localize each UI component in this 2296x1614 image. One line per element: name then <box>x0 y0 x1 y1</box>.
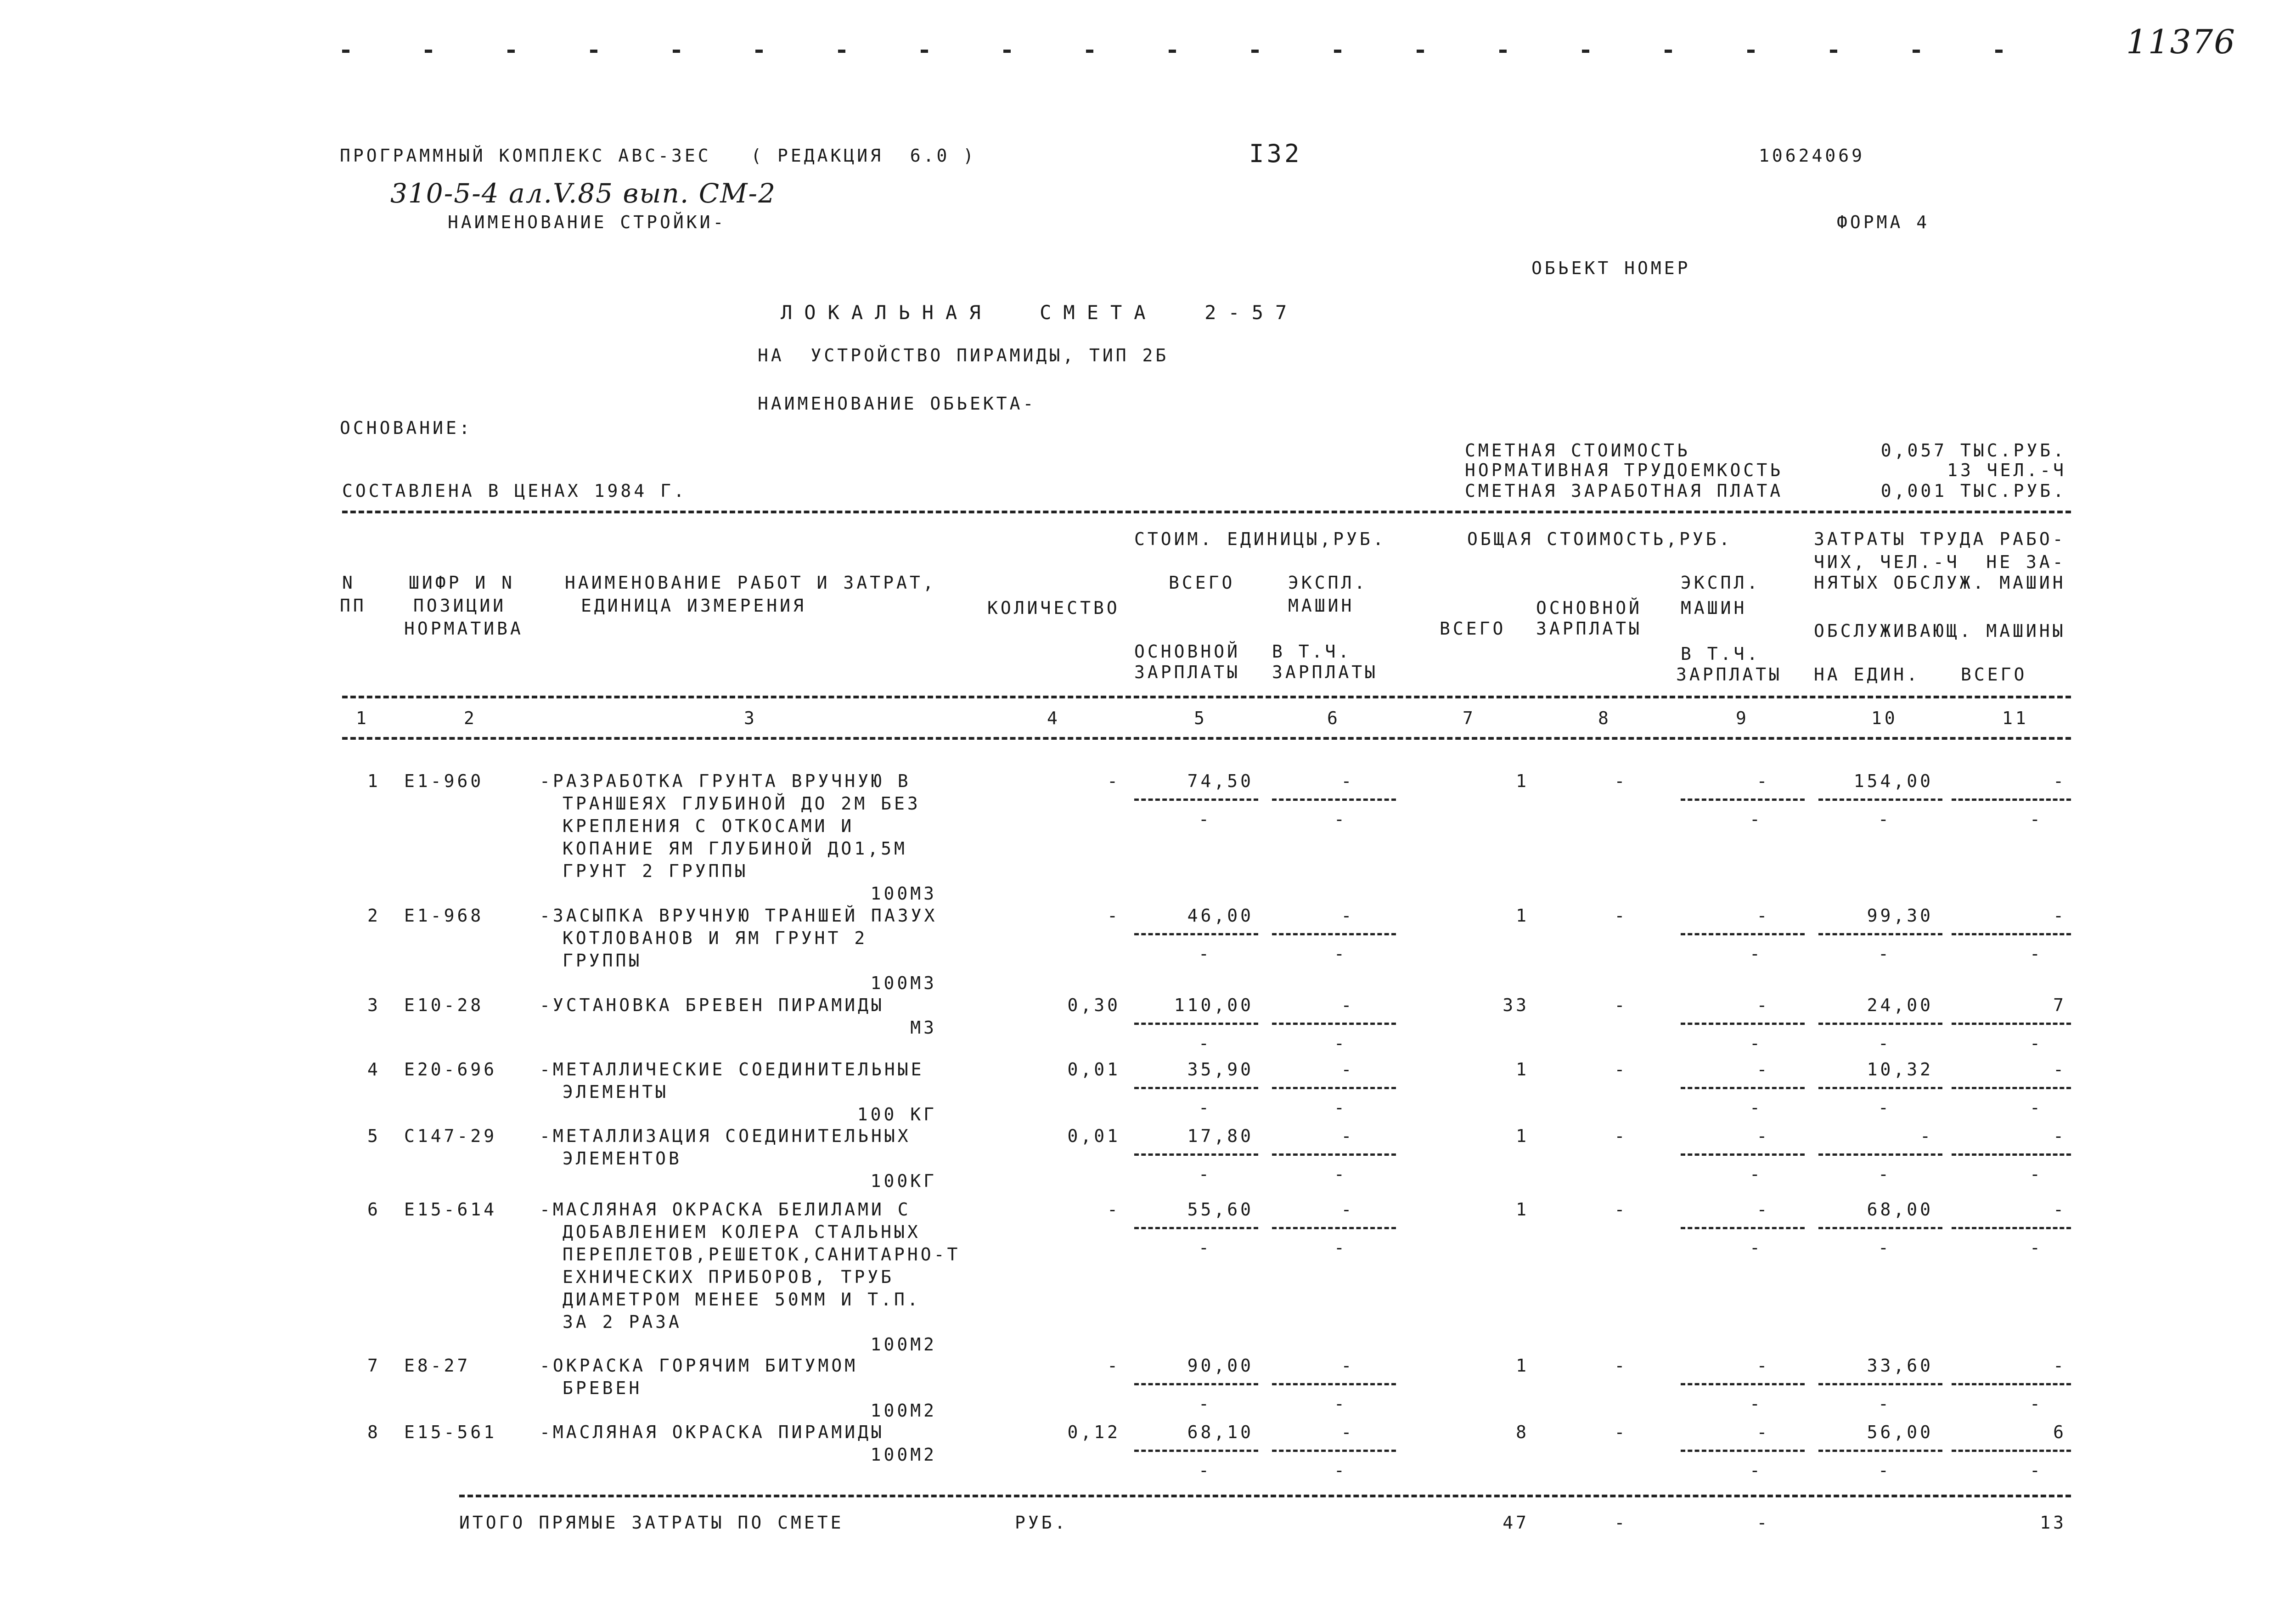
row-name-line: -МЕТАЛЛИЧЕСКИЕ СОЕДИНИТЕЛЬНЫЕ <box>540 1059 924 1080</box>
row-unit: 100М3 <box>870 973 937 993</box>
summary-value: 13 ЧЕЛ.-Ч <box>1947 460 2066 480</box>
row-name-line: ЭЛЕМЕНТОВ <box>563 1148 682 1169</box>
row-number: 3 <box>367 995 381 1015</box>
row-name-line: ГРУППЫ <box>563 950 642 971</box>
page-number: I32 <box>1249 139 1302 168</box>
total-exploit-head2: МАШИН <box>1681 598 1747 618</box>
row-sub-labor-total: - <box>2030 1460 2043 1480</box>
col2-line1: ШИФР И N <box>409 573 515 593</box>
total-all-head: ВСЕГО <box>1440 619 1506 639</box>
table-rule <box>342 511 2071 513</box>
row-total-exploit: - <box>1756 1355 1770 1376</box>
row-sub-labor-total: - <box>2030 1164 2043 1184</box>
doc-code: 10624069 <box>1759 146 1865 166</box>
row-sub-labor: - <box>1878 1460 1891 1480</box>
labor-head3: НЯТЫХ ОБСЛУЖ. МАШИН <box>1814 573 2066 593</box>
row-sub-wages: - <box>1199 1033 1212 1053</box>
perforation-mark <box>1169 50 1176 53</box>
total-wages-head: ОСНОВНОЙ <box>1536 598 1643 618</box>
row-total-wages: - <box>1614 995 1628 1015</box>
row-total-wages: - <box>1614 771 1628 791</box>
row-unit: 100М3 <box>870 883 937 904</box>
row-sub-labor: - <box>1878 1097 1891 1118</box>
column-number: 6 <box>1327 708 1340 728</box>
subtotal-rule <box>1818 933 1942 935</box>
row-code: С147-29 <box>404 1126 497 1146</box>
unit-cost-head: СТОИМ. ЕДИНИЦЫ,РУБ. <box>1134 529 1386 549</box>
perforation-mark <box>755 50 763 53</box>
column-number: 5 <box>1194 708 1207 728</box>
row-total-exploit: - <box>1756 1199 1770 1220</box>
column-number: 7 <box>1463 708 1476 728</box>
row-sub-labor-total: - <box>2030 1237 2043 1258</box>
row-sub-labor: - <box>1878 1237 1891 1258</box>
row-number: 8 <box>367 1422 381 1442</box>
subtotal-rule <box>1272 1450 1396 1452</box>
row-code: Е10-28 <box>404 995 484 1015</box>
perforation-mark <box>1665 50 1672 53</box>
form-label: ФОРМА 4 <box>1837 212 1930 232</box>
row-sub-incl: - <box>1334 1097 1347 1118</box>
row-name-line: БРЕВЕН <box>563 1378 642 1398</box>
row-sub-labor-total: - <box>2030 1097 2043 1118</box>
row-total-exploit: - <box>1756 1126 1770 1146</box>
subtotal-rule <box>1681 1153 1805 1156</box>
subtotal-rule <box>1952 1383 2071 1385</box>
column-number: 10 <box>1871 708 1898 728</box>
column-number: 1 <box>356 708 369 728</box>
row-labor-unit: - <box>1920 1126 1933 1146</box>
row-unit: 100М2 <box>870 1445 937 1465</box>
labor-sub-head: ОБСЛУЖИВАЮЩ. МАШИНЫ <box>1814 621 2066 641</box>
row-number: 4 <box>367 1059 381 1080</box>
row-labor-total: - <box>2053 905 2066 926</box>
unit-wages-head2: ЗАРПЛАТЫ <box>1134 662 1241 682</box>
row-total: 1 <box>1516 1199 1529 1220</box>
row-number: 1 <box>367 771 381 791</box>
basis-label: ОСНОВАНИЕ: <box>340 418 473 438</box>
row-total: 1 <box>1516 905 1529 926</box>
perforation-mark <box>1830 50 1837 53</box>
unit-incl-head: В Т.Ч. <box>1272 641 1352 662</box>
subtotal-rule <box>1952 799 2071 801</box>
row-unit: 100КГ <box>870 1171 937 1191</box>
total-col7: 47 <box>1503 1513 1529 1533</box>
row-unit-exploit: - <box>1341 1199 1355 1220</box>
row-sub-wages: - <box>1199 1460 1212 1480</box>
row-total: 1 <box>1516 771 1529 791</box>
perforation-mark <box>1334 50 1341 53</box>
row-unit-exploit: - <box>1341 771 1355 791</box>
subtotal-rule <box>1681 1227 1805 1229</box>
perforation-mark <box>507 50 515 53</box>
row-total-exploit: - <box>1756 1422 1770 1442</box>
row-name-line: -МАСЛЯНАЯ ОКРАСКА БЕЛИЛАМИ С <box>540 1199 911 1220</box>
row-sub-incl-total: - <box>1750 1164 1763 1184</box>
row-labor-total: 6 <box>2053 1422 2066 1442</box>
subtotal-rule <box>1952 1023 2071 1025</box>
perforation-mark <box>1747 50 1755 53</box>
total-exploit-head: ЭКСПЛ. <box>1681 573 1761 593</box>
row-name-line: ЗА 2 РАЗА <box>563 1312 682 1332</box>
row-total-exploit: - <box>1756 905 1770 926</box>
row-qty: 0,30 <box>1067 995 1120 1015</box>
labor-head2: ЧИХ, ЧЕЛ.-Ч НЕ ЗА- <box>1814 552 2066 572</box>
object-name-label: НАИМЕНОВАНИЕ ОБЬЕКТА- <box>758 394 1036 414</box>
row-labor-total: - <box>2053 1126 2066 1146</box>
subtotal-rule <box>1272 1023 1396 1025</box>
total-incl-head2: ЗАРПЛАТЫ <box>1676 664 1783 685</box>
row-sub-labor: - <box>1878 1164 1891 1184</box>
row-total-exploit: - <box>1756 1059 1770 1080</box>
subtotal-rule <box>1681 933 1805 935</box>
row-labor-total: - <box>2053 1059 2066 1080</box>
row-labor-unit: 56,00 <box>1867 1422 1933 1442</box>
row-name-line: КОТЛОВАНОВ И ЯМ ГРУНТ 2 <box>563 928 868 948</box>
row-sub-labor-total: - <box>2030 1394 2043 1414</box>
row-unit-exploit: - <box>1341 905 1355 926</box>
row-labor-unit: 33,60 <box>1867 1355 1933 1376</box>
handwritten-ref: 310-5-4 ал.V.85 вып. СМ-2 <box>390 178 776 209</box>
perforation-mark <box>673 50 680 53</box>
row-qty: 0,01 <box>1067 1126 1120 1146</box>
row-sub-labor: - <box>1878 1033 1891 1053</box>
row-name-line: -ЗАСЫПКА ВРУЧНУЮ ТРАНШЕЙ ПАЗУХ <box>540 905 938 926</box>
row-unit: 100 КГ <box>857 1104 937 1125</box>
subtotal-rule <box>1272 1153 1396 1156</box>
row-total-wages: - <box>1614 1422 1628 1442</box>
row-labor-unit: 99,30 <box>1867 905 1933 926</box>
row-code: Е15-561 <box>404 1422 497 1442</box>
row-number: 6 <box>367 1199 381 1220</box>
labor-unit-head: НА ЕДИН. <box>1814 664 1920 685</box>
row-qty: - <box>1107 771 1120 791</box>
row-unit: 100М2 <box>870 1400 937 1421</box>
row-code: Е1-968 <box>404 905 484 926</box>
row-sub-labor: - <box>1878 809 1891 829</box>
row-name-line: -УСТАНОВКА БРЕВЕН ПИРАМИДЫ <box>540 995 884 1015</box>
row-qty: - <box>1107 905 1120 926</box>
row-total-wages: - <box>1614 1126 1628 1146</box>
row-sub-labor: - <box>1878 1394 1891 1414</box>
subtotal-rule <box>1952 1087 2071 1089</box>
estimate-subject: НА УСТРОЙСТВО ПИРАМИДЫ, ТИП 2Б <box>758 345 1169 366</box>
row-unit-cost: 17,80 <box>1187 1126 1254 1146</box>
subtotal-rule <box>1952 1227 2071 1229</box>
summary-value: 0,001 ТЫС.РУБ. <box>1880 481 2066 501</box>
perforation-mark <box>590 50 597 53</box>
row-unit-cost: 110,00 <box>1174 995 1254 1015</box>
column-number: 11 <box>2002 708 2029 728</box>
row-labor-total: - <box>2053 1355 2066 1376</box>
subtotal-rule <box>1681 1383 1805 1385</box>
row-unit-exploit: - <box>1341 995 1355 1015</box>
subtotal-rule <box>1134 933 1258 935</box>
row-sub-incl: - <box>1334 1237 1347 1258</box>
row-labor-total: - <box>2053 1199 2066 1220</box>
estimate-title: ЛОКАЛЬНАЯ СМЕТА 2-57 <box>781 301 1299 324</box>
total-col11: 13 <box>2040 1513 2066 1533</box>
row-sub-wages: - <box>1199 1394 1212 1414</box>
row-total-wages: - <box>1614 1059 1628 1080</box>
row-unit-cost: 55,60 <box>1187 1199 1254 1220</box>
perforation-mark <box>1995 50 2003 53</box>
row-sub-incl: - <box>1334 1164 1347 1184</box>
row-unit-exploit: - <box>1341 1422 1355 1442</box>
row-sub-labor-total: - <box>2030 809 2043 829</box>
column-number: 9 <box>1736 708 1749 728</box>
row-qty: - <box>1107 1199 1120 1220</box>
row-sub-wages: - <box>1199 1164 1212 1184</box>
row-sub-incl: - <box>1334 944 1347 964</box>
row-total-exploit: - <box>1756 771 1770 791</box>
row-name-line: КРЕПЛЕНИЯ С ОТКОСАМИ И <box>563 816 855 836</box>
table-rule <box>342 696 2071 698</box>
subtotal-rule <box>1818 1087 1942 1089</box>
perforation-mark <box>1582 50 1589 53</box>
row-total-exploit: - <box>1756 995 1770 1015</box>
row-sub-wages: - <box>1199 1097 1212 1118</box>
row-unit-exploit: - <box>1341 1126 1355 1146</box>
row-sub-incl: - <box>1334 1394 1347 1414</box>
row-sub-incl-total: - <box>1750 944 1763 964</box>
unit-exploit-head: ЭКСПЛ. <box>1288 573 1368 593</box>
subtotal-rule <box>1952 1153 2071 1156</box>
row-labor-total: - <box>2053 771 2066 791</box>
subtotal-rule <box>1818 1383 1942 1385</box>
subtotal-rule <box>1134 1023 1258 1025</box>
row-total-wages: - <box>1614 905 1628 926</box>
row-name-line: ПЕРЕПЛЕТОВ,РЕШЕТОК,САНИТАРНО-Т <box>563 1244 961 1265</box>
summary-value: 0,057 ТЫС.РУБ. <box>1880 440 2066 461</box>
row-name-line: ТРАНШЕЯХ ГЛУБИНОЙ ДО 2М БЕЗ <box>563 793 921 814</box>
row-unit: М3 <box>910 1018 937 1038</box>
subtotal-rule <box>1681 1023 1805 1025</box>
subtotal-rule <box>1818 1023 1942 1025</box>
row-labor-unit: 68,00 <box>1867 1199 1933 1220</box>
labor-head1: ЗАТРАТЫ ТРУДА РАБО- <box>1814 529 2066 549</box>
total-col8: - <box>1614 1513 1628 1533</box>
col1-n: N <box>342 573 355 593</box>
subtotal-rule <box>1952 933 2071 935</box>
row-total: 1 <box>1516 1355 1529 1376</box>
col1-pp: ПП <box>340 596 366 616</box>
col2-line3: НОРМАТИВА <box>404 619 523 639</box>
subtotal-rule <box>1818 1227 1942 1229</box>
perforation-mark <box>1499 50 1507 53</box>
row-sub-wages: - <box>1199 1237 1212 1258</box>
col3-line2: ЕДИНИЦА ИЗМЕРЕНИЯ <box>581 596 806 616</box>
row-sub-labor-total: - <box>2030 1033 2043 1053</box>
row-sub-wages: - <box>1199 809 1212 829</box>
row-name-line: ДИАМЕТРОМ МЕНЕЕ 50ММ И Т.П. <box>563 1289 921 1310</box>
row-total: 8 <box>1516 1422 1529 1442</box>
table-rule <box>459 1495 2071 1497</box>
col4-qty: КОЛИЧЕСТВО <box>987 598 1120 618</box>
row-unit-cost: 74,50 <box>1187 771 1254 791</box>
row-name-line: ДОБАВЛЕНИЕМ КОЛЕРА СТАЛЬНЫХ <box>563 1222 921 1242</box>
row-sub-labor-total: - <box>2030 944 2043 964</box>
total-currency: РУБ. <box>1015 1513 1068 1533</box>
row-unit-cost: 46,00 <box>1187 905 1254 926</box>
row-sub-labor: - <box>1878 944 1891 964</box>
row-name-line: -РАЗРАБОТКА ГРУНТА ВРУЧНУЮ В <box>540 771 911 791</box>
subtotal-rule <box>1272 1227 1396 1229</box>
subtotal-rule <box>1952 1450 2071 1452</box>
row-sub-incl-total: - <box>1750 1237 1763 1258</box>
row-total: 33 <box>1503 995 1529 1015</box>
col2-line2: ПОЗИЦИИ <box>413 596 506 616</box>
labor-total-head: ВСЕГО <box>1961 664 2027 685</box>
subtotal-rule <box>1681 1450 1805 1452</box>
perforation-mark <box>838 50 845 53</box>
row-labor-total: 7 <box>2053 995 2066 1015</box>
row-number: 5 <box>367 1126 381 1146</box>
row-name-line: ЕХНИЧЕСКИХ ПРИБОРОВ, ТРУБ <box>563 1267 894 1287</box>
row-unit-exploit: - <box>1341 1355 1355 1376</box>
row-name-line: -ОКРАСКА ГОРЯЧИМ БИТУМОМ <box>540 1355 858 1376</box>
column-number: 4 <box>1047 708 1060 728</box>
total-col9: - <box>1756 1513 1770 1533</box>
unit-exploit-head2: МАШИН <box>1288 596 1355 616</box>
row-name-line: -МЕТАЛЛИЗАЦИЯ СОЕДИНИТЕЛЬНЫХ <box>540 1126 911 1146</box>
unit-incl-head2: ЗАРПЛАТЫ <box>1272 662 1379 682</box>
unit-total-head: ВСЕГО <box>1169 573 1235 593</box>
subtotal-rule <box>1134 799 1258 801</box>
perforation-mark <box>1086 50 1093 53</box>
perforation-mark <box>342 50 349 53</box>
row-code: Е20-696 <box>404 1059 497 1080</box>
row-unit-exploit: - <box>1341 1059 1355 1080</box>
subtotal-rule <box>1818 1153 1942 1156</box>
subtotal-rule <box>1272 1383 1396 1385</box>
subtotal-rule <box>1818 1450 1942 1452</box>
row-sub-incl-total: - <box>1750 1033 1763 1053</box>
perforation-mark <box>425 50 432 53</box>
subtotal-rule <box>1681 799 1805 801</box>
row-labor-unit: 10,32 <box>1867 1059 1933 1080</box>
row-sub-incl-total: - <box>1750 1097 1763 1118</box>
subtotal-rule <box>1272 799 1396 801</box>
summary-label: СМЕТНАЯ СТОИМОСТЬ <box>1465 440 1690 461</box>
row-total-wages: - <box>1614 1355 1628 1376</box>
row-name-line: КОПАНИЕ ЯМ ГЛУБИНОЙ ДО1,5М <box>563 838 907 859</box>
row-unit-cost: 90,00 <box>1187 1355 1254 1376</box>
subtotal-rule <box>1818 799 1942 801</box>
row-number: 2 <box>367 905 381 926</box>
unit-wages-head: ОСНОВНОЙ <box>1134 641 1241 662</box>
perforation-mark <box>921 50 928 53</box>
summary-label: СМЕТНАЯ ЗАРАБОТНАЯ ПЛАТА <box>1465 481 1784 501</box>
row-sub-incl-total: - <box>1750 809 1763 829</box>
row-sub-wages: - <box>1199 944 1212 964</box>
row-sub-incl: - <box>1334 1460 1347 1480</box>
column-number: 3 <box>744 708 757 728</box>
row-code: Е15-614 <box>404 1199 497 1220</box>
object-number-label: ОБЬЕКТ НОМЕР <box>1531 258 1691 278</box>
row-name-line: ЭЛЕМЕНТЫ <box>563 1082 669 1102</box>
perforation-mark <box>1251 50 1259 53</box>
row-total-wages: - <box>1614 1199 1628 1220</box>
row-qty: - <box>1107 1355 1120 1376</box>
row-code: Е8-27 <box>404 1355 471 1376</box>
row-unit-cost: 68,10 <box>1187 1422 1254 1442</box>
row-name-line: -МАСЛЯНАЯ ОКРАСКА ПИРАМИДЫ <box>540 1422 884 1442</box>
perforation-mark <box>1417 50 1424 53</box>
row-number: 7 <box>367 1355 381 1376</box>
corner-number: 11376 <box>2126 22 2236 61</box>
row-unit: 100М2 <box>870 1334 937 1355</box>
row-code: Е1-960 <box>404 771 484 791</box>
row-unit-cost: 35,90 <box>1187 1059 1254 1080</box>
column-number: 2 <box>464 708 477 728</box>
subtotal-rule <box>1681 1087 1805 1089</box>
construction-label: НАИМЕНОВАНИЕ СТРОЙКИ- <box>448 212 726 232</box>
perforation-mark <box>1003 50 1011 53</box>
row-qty: 0,01 <box>1067 1059 1120 1080</box>
col3-line1: НАИМЕНОВАНИЕ РАБОТ И ЗАТРАТ, <box>565 573 936 593</box>
total-incl-head: В Т.Ч. <box>1681 644 1761 664</box>
perforation-mark <box>1913 50 1920 53</box>
subtotal-rule <box>1134 1450 1258 1452</box>
row-sub-incl: - <box>1334 1033 1347 1053</box>
total-wages-head2: ЗАРПЛАТЫ <box>1536 619 1643 639</box>
row-name-line: ГРУНТ 2 ГРУППЫ <box>563 861 748 881</box>
subtotal-rule <box>1134 1383 1258 1385</box>
total-label: ИТОГО ПРЯМЫЕ ЗАТРАТЫ ПО СМЕТЕ <box>459 1513 844 1533</box>
row-sub-incl: - <box>1334 809 1347 829</box>
summary-label: НОРМАТИВНАЯ ТРУДОЕМКОСТЬ <box>1465 460 1784 480</box>
row-labor-unit: 154,00 <box>1853 771 1933 791</box>
column-number: 8 <box>1598 708 1611 728</box>
subtotal-rule <box>1134 1087 1258 1089</box>
row-labor-unit: 24,00 <box>1867 995 1933 1015</box>
program-title: ПРОГРАММНЫЙ КОМПЛЕКС АВС-3ЕС ( РЕДАКЦИЯ 6.0 ) <box>340 146 977 166</box>
table-rule <box>342 737 2071 740</box>
row-total: 1 <box>1516 1059 1529 1080</box>
subtotal-rule <box>1272 1087 1396 1089</box>
row-qty: 0,12 <box>1067 1422 1120 1442</box>
row-total: 1 <box>1516 1126 1529 1146</box>
row-sub-incl-total: - <box>1750 1394 1763 1414</box>
subtotal-rule <box>1134 1227 1258 1229</box>
total-cost-head: ОБЩАЯ СТОИМОСТЬ,РУБ. <box>1467 529 1733 549</box>
subtotal-rule <box>1272 933 1396 935</box>
subtotal-rule <box>1134 1153 1258 1156</box>
row-sub-incl-total: - <box>1750 1460 1763 1480</box>
prices-label: СОСТАВЛЕНА В ЦЕНАХ 1984 Г. <box>342 481 687 501</box>
